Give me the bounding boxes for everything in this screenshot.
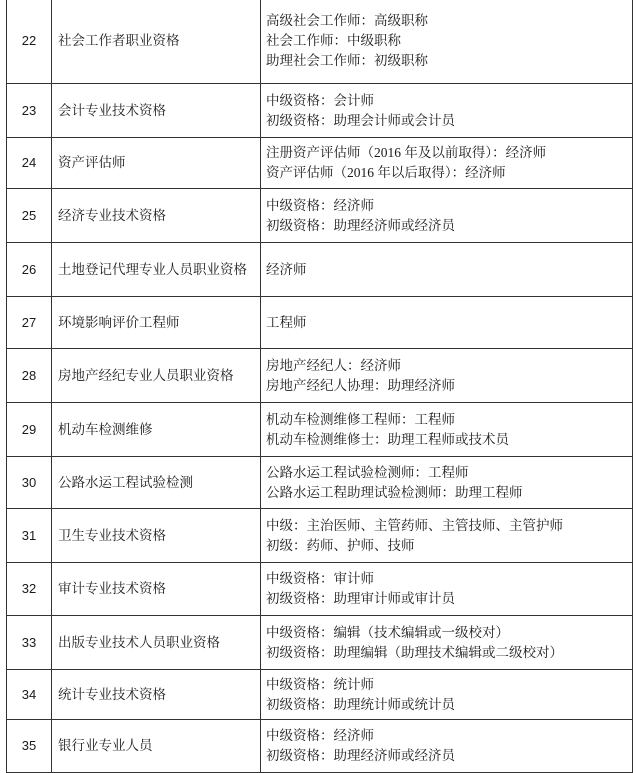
qualification-name: 土地登记代理专业人员职业资格 [52, 243, 261, 297]
title-mapping-line: 中级资格：审计师 [266, 571, 374, 586]
title-mapping-line: 中级资格：经济师 [266, 728, 374, 743]
table-row [7, 720, 633, 773]
qualification-name: 社会工作者职业资格 [52, 0, 261, 84]
table-body [7, 0, 633, 773]
title-mapping-line: 经济师 [266, 261, 307, 277]
qualification-name: 卫生专业技术资格 [52, 509, 261, 563]
row-number: 27 [7, 297, 52, 349]
title-mapping-line: 工程师 [266, 314, 307, 330]
table-row [7, 243, 633, 297]
title-mapping [261, 563, 633, 616]
title-mapping-line: 初级资格：助理会计师或会计员 [266, 112, 455, 128]
title-mapping [261, 457, 633, 509]
qualification-name: 机动车检测维修 [52, 403, 261, 457]
table-row [7, 403, 633, 457]
qualification-name: 经济专业技术资格 [52, 189, 261, 243]
qualification-table [6, 0, 633, 773]
title-mapping [261, 297, 633, 349]
row-number: 23 [7, 84, 52, 138]
title-mapping-line: 中级资格：编辑（技术编辑或一级校对） [266, 624, 509, 640]
title-mapping [261, 720, 633, 773]
title-mapping [261, 243, 633, 297]
title-mapping-line: 机动车检测维修工程师：工程师 [266, 411, 455, 427]
title-mapping-line: 初级资格：助理经济师或经济员 [266, 217, 455, 233]
row-number: 32 [7, 563, 52, 616]
qualification-name: 审计专业技术资格 [52, 563, 261, 616]
title-mapping [261, 0, 633, 84]
table-row [7, 138, 633, 189]
qualification-name: 环境影响评价工程师 [52, 297, 261, 349]
title-mapping-line: 社会工作师：中级职称 [266, 33, 401, 48]
row-number: 35 [7, 720, 52, 773]
row-number: 29 [7, 403, 52, 457]
title-mapping-line: 初级资格：助理统计师或统计员 [266, 696, 455, 712]
row-number: 34 [7, 670, 52, 720]
table-row [7, 0, 633, 84]
title-mapping-line: 公路水运工程试验检测师：工程师 [266, 464, 469, 480]
table-row [7, 509, 633, 563]
table-row [7, 189, 633, 243]
qualification-name: 公路水运工程试验检测 [52, 457, 261, 509]
title-mapping [261, 189, 633, 243]
title-mapping-line: 初级资格：助理审计师或审计员 [266, 591, 455, 606]
row-number: 33 [7, 616, 52, 670]
title-mapping-line: 房地产经纪人协理：助理经济师 [266, 377, 455, 393]
title-mapping-line: 房地产经纪人：经济师 [266, 357, 401, 373]
title-mapping-line: 机动车检测维修士：助理工程师或技术员 [266, 431, 509, 447]
qualification-name: 出版专业技术人员职业资格 [52, 616, 261, 670]
title-mapping-line: 中级：主治医师、主管药师、主管技师、主管护师 [266, 517, 563, 533]
table-row [7, 670, 633, 720]
title-mapping [261, 509, 633, 563]
title-mapping-line: 公路水运工程助理试验检测师：助理工程师 [266, 484, 523, 500]
qualification-name: 房地产经纪专业人员职业资格 [52, 349, 261, 403]
table-row [7, 297, 633, 349]
table-row [7, 84, 633, 138]
table-row [7, 616, 633, 670]
row-number: 30 [7, 457, 52, 509]
title-mapping-line: 资产评估师（2016 年以后取得）：经济师 [266, 165, 506, 180]
qualification-name: 资产评估师 [52, 138, 261, 189]
title-mapping-line: 初级资格：助理编辑（助理技术编辑或二级校对） [266, 644, 563, 660]
title-mapping [261, 349, 633, 403]
title-mapping [261, 616, 633, 670]
table-row [7, 457, 633, 509]
title-mapping-line: 中级资格：统计师 [266, 676, 374, 692]
title-mapping-line: 高级社会工作师：高级职称 [266, 13, 428, 28]
row-number: 22 [7, 0, 52, 84]
title-mapping [261, 84, 633, 138]
title-mapping-line: 中级资格：会计师 [266, 92, 374, 108]
title-mapping-line: 初级：药师、护师、技师 [266, 537, 415, 553]
title-mapping-line: 助理社会工作师：初级职称 [266, 53, 428, 68]
title-mapping [261, 138, 633, 189]
title-mapping-line: 中级资格：经济师 [266, 197, 374, 213]
qualification-name: 统计专业技术资格 [52, 670, 261, 720]
row-number: 31 [7, 509, 52, 563]
row-number: 25 [7, 189, 52, 243]
title-mapping-line: 注册资产评估师（2016 年及以前取得）：经济师 [266, 145, 547, 160]
title-mapping-line: 初级资格：助理经济师或经济员 [266, 748, 455, 763]
table-row [7, 349, 633, 403]
title-mapping [261, 403, 633, 457]
row-number: 24 [7, 138, 52, 189]
title-mapping [261, 670, 633, 720]
qualification-name: 会计专业技术资格 [52, 84, 261, 138]
row-number: 28 [7, 349, 52, 403]
qualification-name: 银行业专业人员 [52, 720, 261, 773]
row-number: 26 [7, 243, 52, 297]
table-row [7, 563, 633, 616]
